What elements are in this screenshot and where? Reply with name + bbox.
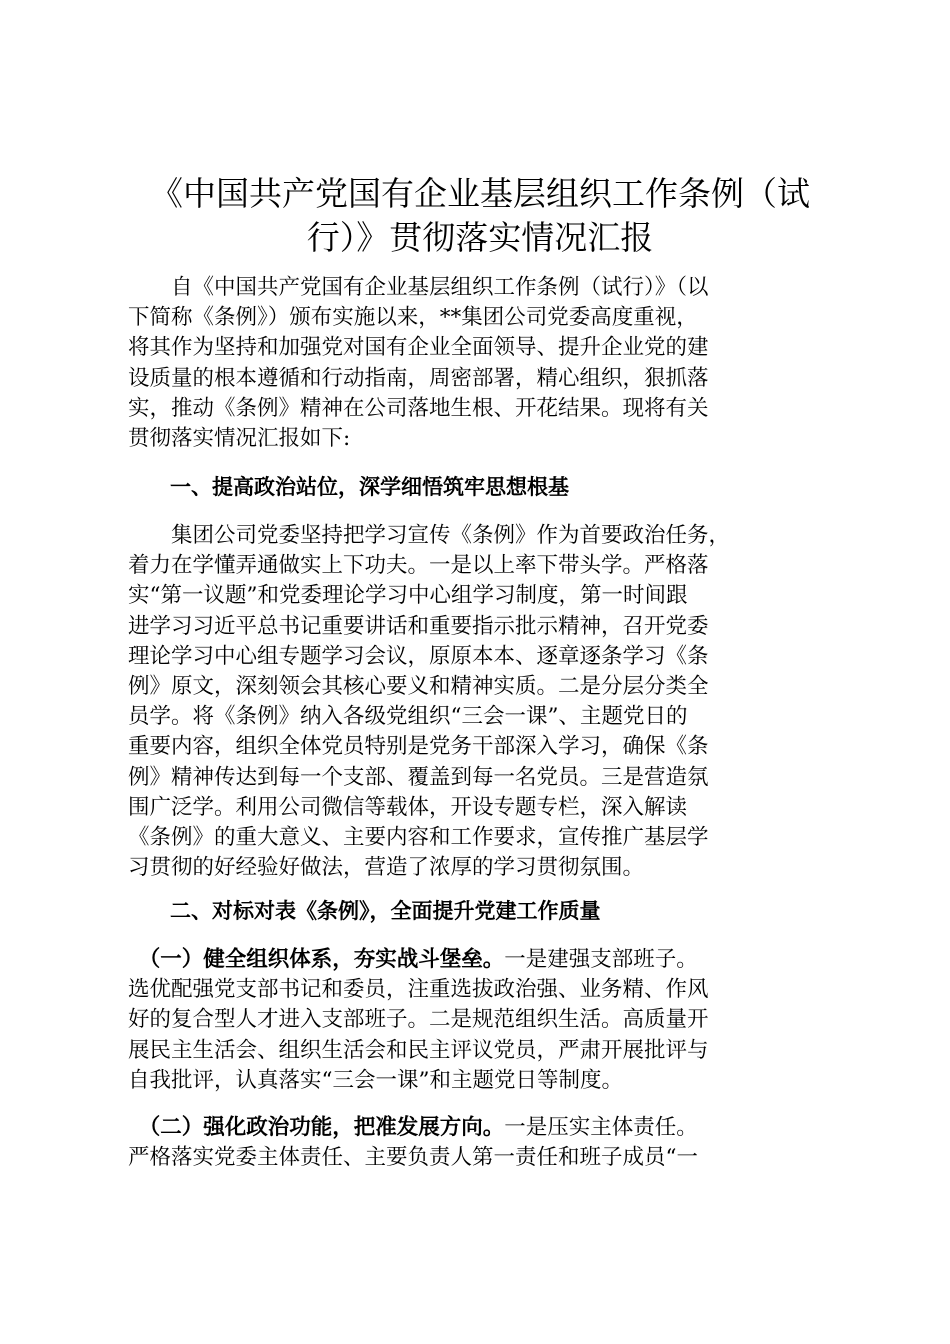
text-line: 例》原文，深刻领会其核心要义和精神实质。二是分层分类全 (128, 674, 709, 700)
subsection-heading-2: （二）强化政治功能，把准发展方向。 (128, 1115, 505, 1140)
text-line: 下简称《条例》）颁布实施以来，**集团公司党委高度重视， (128, 305, 698, 331)
text-line: 例》精神传达到每一个支部、覆盖到每一名党员。三是营造氛 (128, 764, 709, 790)
text-line: 《条例》的重大意义、主要内容和工作要求，宣传推广基层学 (128, 825, 709, 851)
title-line-1: 《中国共产党国有企业基层组织工作条例（试 (150, 174, 810, 213)
title-line-2: 行）》贯彻落实情况汇报 (306, 218, 654, 257)
text-line: 自我批评，认真落实“三会一课”和主题党日等制度。 (128, 1067, 623, 1093)
subsection2-paragraph (128, 1113, 830, 1173)
text-line: 重要内容，组织全体党员特别是党务干部深入学习，确保《条 (128, 734, 709, 760)
text-run: 一是建强支部班子。 (504, 947, 698, 972)
text-line (128, 1113, 830, 1143)
subsection1-paragraph (128, 945, 830, 1096)
text-line: 严格落实党委主体责任、主要负责人第一责任和班子成员“一 (128, 1145, 698, 1171)
text-run: 一是压实主体责任。 (504, 1115, 698, 1140)
text-line: 实“第一议题”和党委理论学习中心组学习制度，第一时间跟 (128, 583, 688, 609)
text-line: 进学习习近平总书记重要讲话和重要指示批示精神，召开党委 (128, 613, 709, 639)
text-line: 习贯彻的好经验好做法，营造了浓厚的学习贯彻氛围。 (128, 855, 645, 881)
text-line: 集团公司党委坚持把学习宣传《条例》作为首要政治任务， (128, 523, 731, 548)
text-line: 实，推动《条例》精神在公司落地生根、开花结果。现将有关 (128, 395, 709, 421)
text-line: 理论学习中心组专题学习会议，原原本本、逐章逐条学习《条 (128, 643, 709, 669)
section-heading-2: 二、对标对表《条例》，全面提升党建工作质量 (170, 899, 601, 923)
text-line: 好的复合型人才进入支部班子。二是规范组织生活。高质量开 (128, 1007, 709, 1033)
text-line: 将其作为坚持和加强党对国有企业全面领导、提升企业党的建 (128, 335, 709, 361)
text-line: 员学。将《条例》纳入各级党组织“三会一课”、主题党日的 (128, 704, 688, 730)
text-line: 围广泛学。利用公司微信等载体，开设专题专栏，深入解读 (128, 794, 688, 820)
document-title (120, 172, 840, 260)
section1-paragraph (128, 521, 830, 883)
subsection-heading-1: （一）健全组织体系，夯实战斗堡垒。 (128, 947, 505, 972)
text-line (128, 945, 830, 975)
text-line: 展民主生活会、组织生活会和民主评议党员，严肃开展批评与 (128, 1037, 709, 1063)
text-line: 着力在学懂弄通做实上下功夫。一是以上率下带头学。严格落 (128, 553, 709, 579)
intro-paragraph (128, 273, 830, 454)
text-line: 贯彻落实情况汇报如下: (128, 426, 351, 452)
text-line: 自《中国共产党国有企业基层组织工作条例（试行）》（以 (128, 275, 709, 300)
section-heading-1: 一、提高政治站位，深学细悟筑牢思想根基 (170, 475, 569, 499)
text-line: 选优配强党支部书记和委员，注重选拔政治强、业务精、作风 (128, 977, 709, 1003)
text-line: 设质量的根本遵循和行动指南，周密部署，精心组织，狠抓落 (128, 365, 709, 391)
